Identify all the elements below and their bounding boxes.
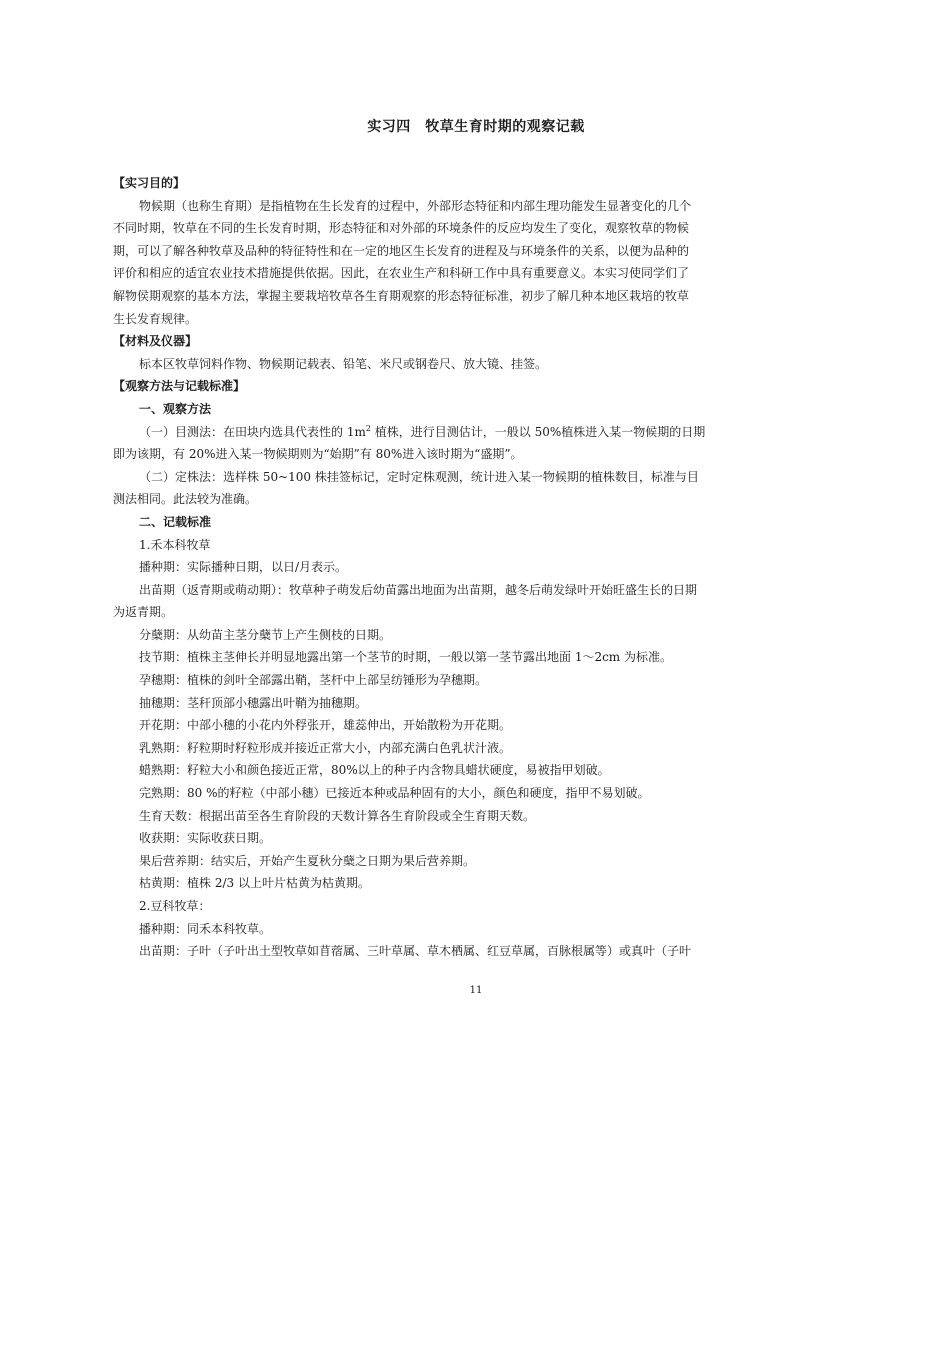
document-body: [113, 172, 745, 963]
grass-item: 播种期：实际播种日期，以日/月表示。: [139, 560, 348, 575]
purpose-line: 评价和相应的适宜农业技术措施提供依据。因此，在农业生产和科研工作中具有重要意义。本实习使同学们了: [113, 266, 690, 281]
method-fixed-line: 测法相同。此法较为准确。: [113, 492, 258, 507]
grass-item: 分蘖期：从幼苗主茎分蘖节上产生侧枝的日期。: [139, 627, 392, 642]
grass-item: 完熟期：80 %的籽粒（中部小穗）已接近本种或品种固有的大小，颜色和硬度，指甲不易划破。: [139, 786, 650, 801]
legume-item: 播种期：同禾本科牧草。: [139, 921, 272, 936]
legume-heading: 2.豆科牧草：: [139, 899, 211, 913]
grass-item: 为返青期。: [113, 605, 174, 620]
method-visual-text-b: 植株，进行目测估计，一般以 50%植株进入某一物候期的日期: [370, 424, 706, 439]
grass-heading: 1.禾本科牧草: [139, 537, 211, 552]
methods-heading: 【观察方法与记载标准】: [113, 379, 246, 394]
purpose-line: 生长发育规律。: [113, 311, 198, 326]
record-standards-heading: 二、记载标准: [139, 514, 212, 529]
superscript: 2: [365, 423, 371, 433]
grass-item: 收获期：实际收获日期。: [139, 831, 272, 846]
grass-item: 蜡熟期：籽粒大小和颜色接近正常，80%以上的种子内含物具蜡状硬度，易被指甲划破。: [139, 763, 610, 778]
purpose-line: 期，可以了解各种牧草及品种的特征特性和在一定的地区生长发育的进程及与环境条件的关系，以便为品种的: [113, 243, 690, 258]
grass-item: 生育天数：根据出苗至各生育阶段的天数计算各生育阶段或全生育期天数。: [139, 808, 536, 823]
purpose-heading: 【实习目的】: [113, 176, 186, 190]
grass-item: 乳熟期：籽粒期时籽粒形成并接近正常大小，内部充满白色乳状汁液。: [139, 740, 512, 755]
grass-item: 果后营养期：结实后，开始产生夏秋分蘖之日期为果后营养期。: [139, 853, 476, 868]
legume-item: 出苗期：子叶（子叶出土型牧草如苜蓿属、三叶草属、草木栖属、红豆草属，百脉根属等）或真叶（子叶: [139, 944, 692, 959]
method-visual-line: [113, 421, 745, 444]
grass-item: 出苗期（返青期或萌动期）：牧草种子萌发后幼苗露出地面为出苗期，越冬后萌发绿叶开始旺盛生长的日期: [139, 582, 698, 597]
materials-heading: 【材料及仪器】: [113, 334, 198, 349]
observation-methods-heading: 一、观察方法: [139, 401, 212, 416]
purpose-line: 不同时期，牧草在不同的生长发育时期，形态特征和对外部的环境条件的反应均发生了变化，观察牧草的物候: [113, 221, 690, 236]
materials-text: 标本区牧草饲料作物、物候期记载表、铅笔、米尺或钢卷尺、放大镜、挂签。: [139, 356, 548, 371]
grass-item: 技节期：植株主茎伸长并明显地露出第一个茎节的时期，一般以第一茎节露出地面 1～2cm 为标准。: [139, 650, 673, 665]
purpose-line: 物候期（也称生育期）是指植物在生长发育的过程中，外部形态特征和内部生理功能发生显著变化的几个: [139, 198, 692, 213]
page-title: 实习四 牧草生育时期的观察记载: [367, 119, 585, 135]
method-fixed-line: （二）定株法：选样株 50~100 株挂签标记，定时定株观测，统计进入某一物候期的植株数目，标准与目: [139, 469, 699, 484]
grass-item: 抽穗期：茎秆顶部小穗露出叶鞘为抽穗期。: [139, 695, 368, 710]
page-number: 11: [469, 985, 483, 996]
method-visual-text-a: （一）目测法：在田块内选具代表性的 1m: [139, 424, 366, 439]
grass-item: 枯黄期：植株 2/3 以上叶片枯黄为枯黄期。: [139, 876, 370, 891]
purpose-line: 解物侯期观察的基本方法，掌握主要栽培牧草各生育期观察的形态特征标准，初步了解几种本地区栽培的牧草: [113, 288, 690, 303]
grass-item: 开花期：中部小穗的小花内外稃张开，雄蕊伸出，开始散粉为开花期。: [139, 718, 512, 733]
method-visual-line: 即为该期，有 20%进入某一物候期则为“始期”有 80%进入该时期为“盛期”。: [113, 447, 523, 462]
grass-item: 孕穗期：植株的剑叶全部露出鞘，茎杆中上部呈纺锤形为孕穗期。: [139, 673, 488, 688]
